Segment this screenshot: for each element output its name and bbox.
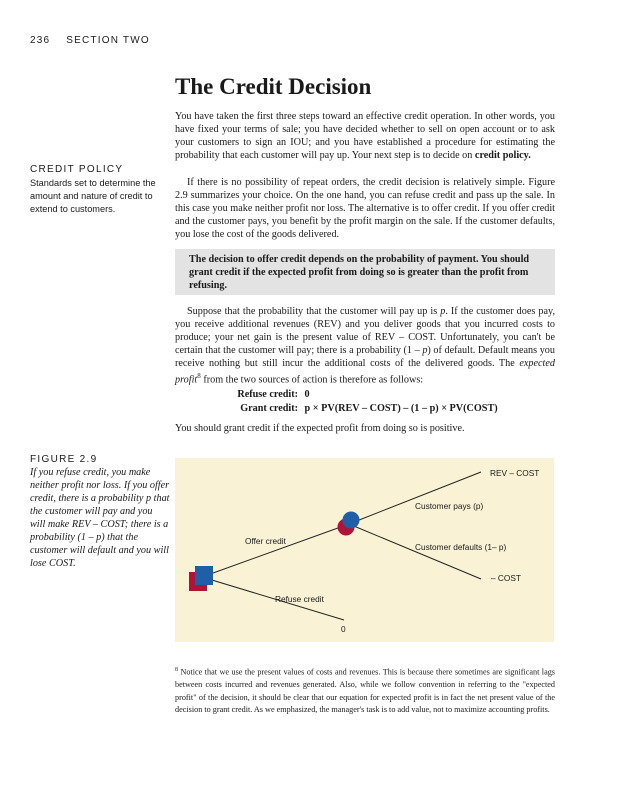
- footnote-marker: 8: [175, 667, 178, 673]
- key-point-callout: [175, 249, 555, 295]
- running-head: [30, 35, 162, 46]
- formula-refuse: [225, 389, 310, 400]
- formula-grant-label: Grant credit:: [240, 403, 298, 414]
- credit-policy-term: credit policy.: [474, 150, 531, 162]
- margin-term-heading: CREDIT POLICY: [30, 164, 124, 175]
- p3-var-p: p: [440, 306, 446, 317]
- decision-node-blue: [195, 566, 213, 585]
- paragraph-conclusion: You should grant credit if the expected profit from doing so is positive.: [175, 423, 465, 434]
- branch-customer-pays: [349, 472, 484, 524]
- section-label: SECTION TWO: [66, 35, 150, 46]
- page-number: 236: [30, 35, 51, 46]
- p3-part-d: from the two sources of action is therefore as follows:: [200, 374, 424, 386]
- label-customer-defaults: Customer defaults (1– p): [415, 542, 507, 552]
- footnote-ref[interactable]: 8: [197, 372, 201, 381]
- label-customer-pays: Customer pays (p): [415, 501, 484, 511]
- figure-caption: If you refuse credit, you make neither profit nor loss. If you offer credit, there is a probability p that the customer will pay and you will make REV – COST; there is a probability (1 – p) that the customer will default and you will lose COST.: [30, 467, 170, 569]
- formula-grant: [225, 403, 498, 414]
- footnote-text: Notice that we use the present values of costs and revenues. This is because there sometimes are significant lags between costs incurred and revenues generated. Also, while we follow convention in referring to the "expected profit" of the decision, it should be clear that our equation for expected profit is in fact the net present value of the decision to grant credit. As we emphasized, the manager's task is to add value, not to maximize accounting profits.: [175, 667, 555, 714]
- outcome-minus-cost: – COST: [491, 573, 521, 583]
- formula-refuse-value: 0: [304, 389, 310, 400]
- decision-tree-figure: [175, 458, 554, 642]
- paragraph-intro-text: You have taken the first three steps toward an effective credit operation. In other words, you have fixed your terms of sale; you have decided whether to sell on open account or to ask your customers to sign an IOU; and you have established a procedure for estimating the probability that each customer will pay up. Your next step is to decide on: [175, 111, 555, 162]
- formula-refuse-label: Refuse credit:: [237, 389, 298, 400]
- formula-grant-value: p × PV(REV – COST) – (1 – p) × PV(COST): [304, 403, 498, 414]
- p3-part-a: Suppose that the probability that the customer will pay up is: [187, 306, 441, 317]
- footnote: [175, 664, 555, 716]
- page-title: The Credit Decision: [175, 74, 372, 99]
- label-refuse-credit: Refuse credit: [275, 594, 324, 604]
- p3-var-p2: p: [422, 345, 428, 357]
- figure-number: FIGURE 2.9: [30, 454, 98, 465]
- chance-node-blue: [343, 512, 360, 529]
- p3-part-c: ) of default. Default means you receive nothing but still incur the additional costs of the delivered goods. The: [175, 345, 555, 370]
- paragraph-choice: If there is no possibility of repeat orders, the credit decision is relatively simple. Figure 2.9 summarizes your choice. On the one hand, you can refuse credit and pass up the sale. In this case you make neither profit nor loss. The alternative is to offer credit. If you offer credit and the customer pays, you benefit by the profit margin on the sale. If the customer defaults, you lose the cost of the goods delivered.: [175, 177, 555, 241]
- outcome-rev-cost: REV – COST: [490, 468, 540, 478]
- outcome-zero: 0: [341, 624, 346, 634]
- margin-term-definition: Standards set to determine the amount and nature of credit to extend to customers.: [30, 178, 156, 214]
- paragraph-intro: [175, 110, 555, 162]
- callout-text: The decision to offer credit depends on the probability of payment. You should grant credit if the expected profit from doing so is greater than the profit from refusing.: [189, 254, 530, 292]
- p3-part-b: . If the customer does pay, you receive additional revenues (REV) and you deliver goods that you incurred costs to produce; your net gain is the present value of REV – COST. Unfortunately, you can't be certain that the customer will pay; there is a probability (1 –: [175, 306, 555, 357]
- branch-offer-credit: [202, 524, 349, 577]
- paragraph-expected-profit: [175, 305, 555, 387]
- label-offer-credit: Offer credit: [245, 536, 286, 546]
- p3-expected-profit-term: expected profit: [175, 358, 555, 386]
